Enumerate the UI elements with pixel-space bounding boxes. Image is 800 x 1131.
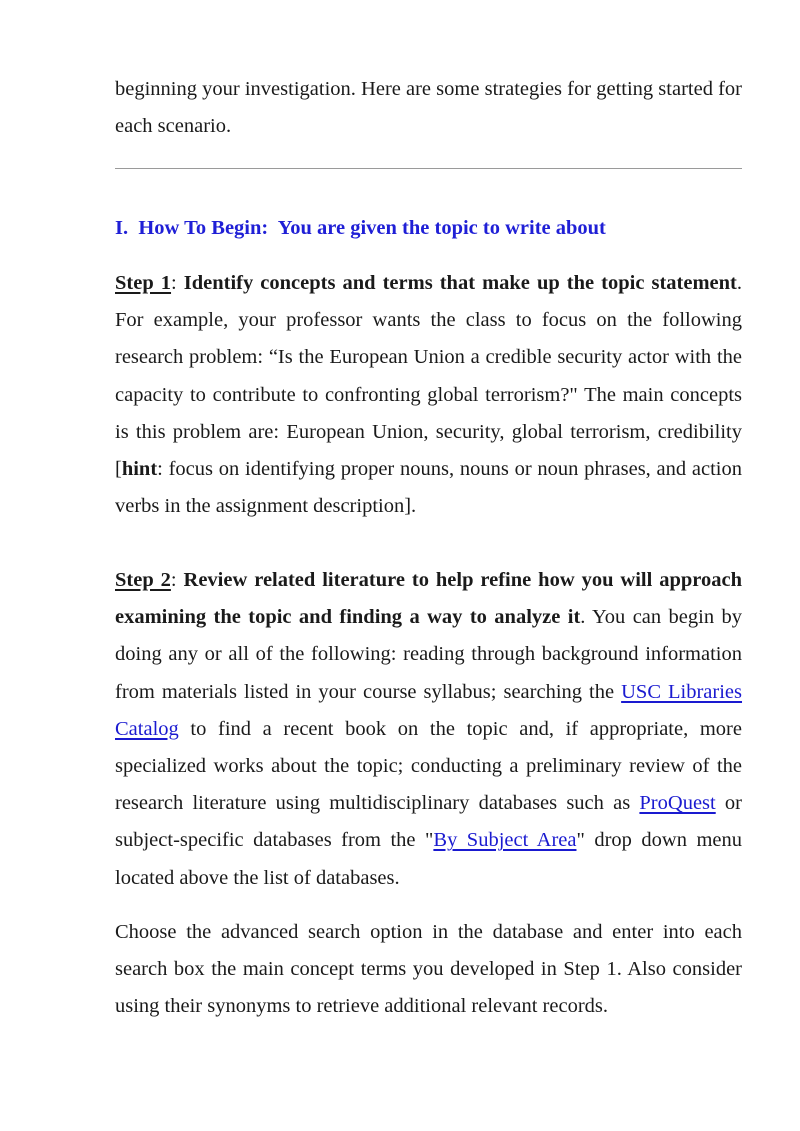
step2-paragraph: Step 2: Review related literature to help refine how you will approach examining the topic and finding a way to analyze it. You can begin by doing any or all of the following: reading through background information from materials listed in your course syllabus; searching the USC Libraries Catalog to find a recent book on the topic and, if appropriate, more specialized works about the topic; conducting a preliminary review of the research literature using multidisciplinary databases such as ProQuest or subject-specific databases from the "By Subject Area" drop down menu located above the list of databases. xyxy=(115,569,743,889)
section-heading: I. How To Begin: You are given the topic to write about xyxy=(115,217,606,239)
advanced-search-paragraph: Choose the advanced search option in the database and enter into each search box the main concept terms you developed in Step 1. Also consider using their synonyms to retrieve additional relevant records. xyxy=(115,921,742,1018)
proquest-link[interactable]: ProQuest xyxy=(639,792,716,815)
step1-bold-text: Identify concepts and terms that make up the topic statement xyxy=(183,272,737,294)
step1-label: Step 1 xyxy=(115,272,172,294)
intro-paragraph: beginning your investigation. Here are some strategies for getting started for each scenario. xyxy=(115,78,742,138)
step2-bold-text: Review related literature to help refine how you will approach examining the topic and finding a way to analyze it xyxy=(115,569,742,629)
step2-label: Step 2 xyxy=(115,569,171,591)
by-subject-area-link[interactable]: By Subject Area xyxy=(433,829,577,852)
usc-libraries-catalog-link[interactable]: USC Libraries Catalog xyxy=(115,680,743,740)
step1-paragraph: Step 1: Identify concepts and terms that make up the topic statement. For example, your professor wants the class to focus on the following research problem: “Is the European Union a credible security actor with the capacity to contribute to confronting global terrorism?" The main concepts is this problem are: European Union, security, global terrorism, credibility [hint: focus on identifying proper nouns, nouns or noun phrases, and action verbs in the assignment description]. xyxy=(115,272,742,518)
hint-label: hint xyxy=(121,458,158,481)
horizontal-divider xyxy=(115,168,742,169)
